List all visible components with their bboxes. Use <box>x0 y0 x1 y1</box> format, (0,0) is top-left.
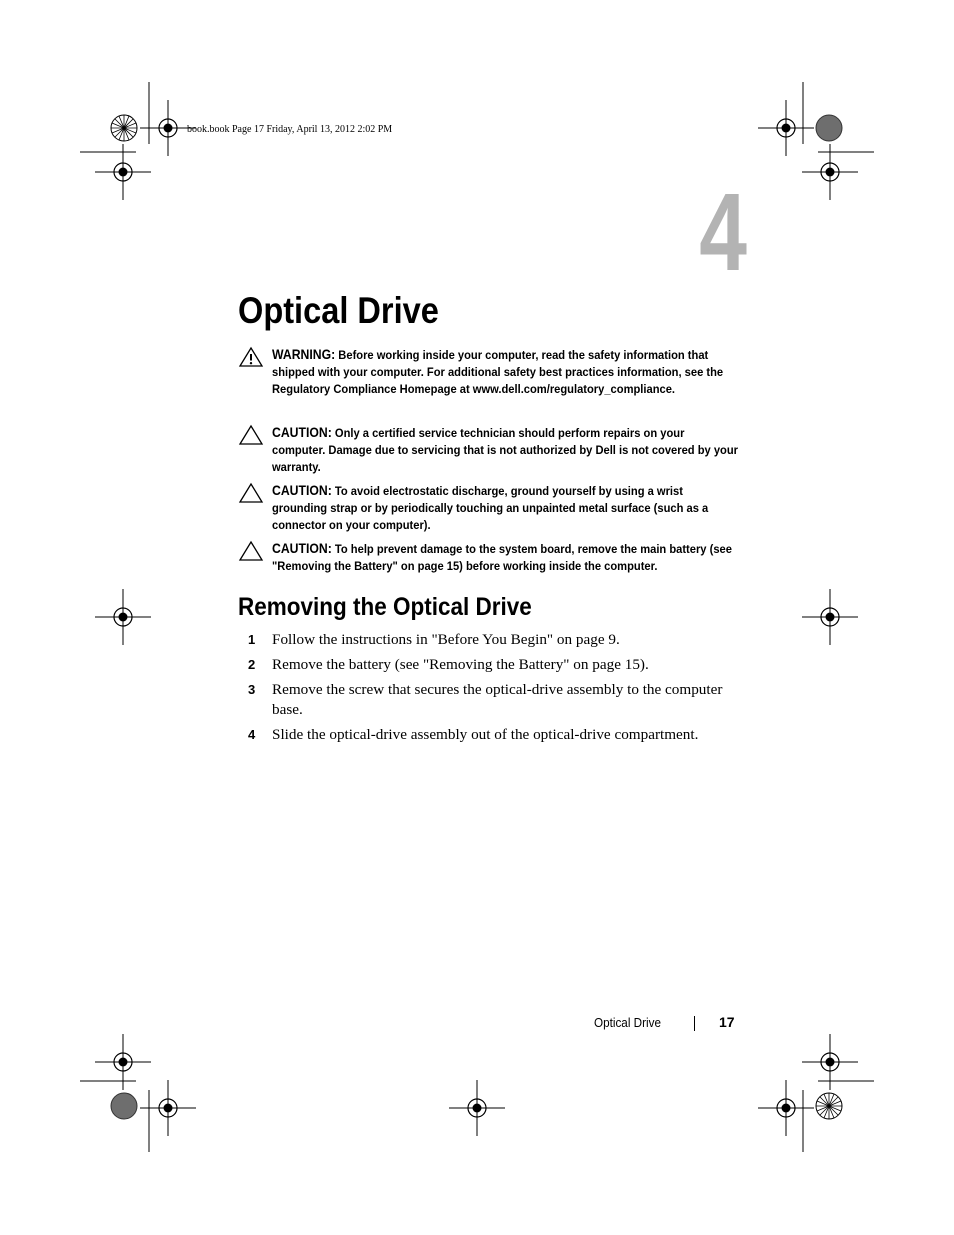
caution-notice <box>238 482 738 534</box>
notice-text: Only a certified service technician should perform repairs on your computer. Damage due to servicing that is not authorized by Dell is not covered by your warranty. <box>272 426 738 474</box>
footer-divider <box>694 1016 695 1031</box>
notice-label: CAUTION: <box>272 541 332 556</box>
gray-patch-icon <box>111 1093 137 1119</box>
list-item <box>238 680 738 719</box>
caution-triangle-icon <box>238 482 264 504</box>
warning-triangle-icon <box>238 346 264 368</box>
registration-mark-icon <box>449 1080 505 1136</box>
chapter-number: 4 <box>699 171 747 294</box>
list-item <box>238 655 738 675</box>
notice-text: To help prevent damage to the system board, remove the main battery (see "Removing the Battery" on page 15) before working inside the computer. <box>272 542 732 573</box>
caution-notice <box>238 424 738 476</box>
page-number: 17 <box>719 1014 735 1030</box>
notice-label: CAUTION: <box>272 483 332 498</box>
procedure-steps <box>238 630 738 750</box>
slug-line: book.book Page 17 Friday, April 13, 2012 2:02 PM <box>187 124 393 135</box>
notice-text: Before working inside your computer, read the safety information that shipped with your computer. For additional safety best practices information, see the Regulatory Compliance Homepage at www.dell.com/regulatory_compliance. <box>272 348 724 396</box>
step-text: Remove the screw that secures the optical-drive assembly to the computer base. <box>272 681 723 718</box>
registration-mark-icon <box>95 1034 151 1090</box>
registration-mark-icon <box>802 1034 858 1090</box>
warning-notice <box>238 346 738 398</box>
registration-mark-icon <box>140 1080 196 1136</box>
chapter-title: Optical Drive <box>238 290 439 331</box>
registration-mark-icon <box>95 589 151 645</box>
notice-text: To avoid electrostatic discharge, ground yourself by using a wrist grounding strap or by periodically touching an unpainted metal surface (such as a connector on your computer). <box>272 484 709 532</box>
step-number: 3 <box>248 682 256 697</box>
caution-notice <box>238 540 738 575</box>
starburst-icon <box>111 115 137 141</box>
footer-section-name: Optical Drive <box>594 1015 661 1030</box>
step-text: Follow the instructions in "Before You Begin" on page 9. <box>272 631 620 648</box>
registration-mark-icon <box>758 100 814 156</box>
step-text: Remove the battery (see "Removing the Battery" on page 15). <box>272 656 649 673</box>
caution-triangle-icon <box>238 540 264 562</box>
notice-label: CAUTION: <box>272 425 332 440</box>
list-item <box>238 630 738 650</box>
registration-mark-icon <box>758 1080 814 1136</box>
starburst-icon <box>816 1093 842 1119</box>
step-text: Slide the optical-drive assembly out of the optical-drive compartment. <box>272 725 699 743</box>
registration-mark-icon <box>802 589 858 645</box>
list-item <box>238 725 738 745</box>
step-number: 1 <box>248 632 256 647</box>
gray-patch-icon <box>816 115 842 141</box>
step-number: 4 <box>248 726 256 742</box>
step-number: 2 <box>248 657 256 672</box>
section-heading: Removing the Optical Drive <box>238 593 532 621</box>
caution-triangle-icon <box>238 424 264 446</box>
notice-label: WARNING: <box>272 347 336 362</box>
